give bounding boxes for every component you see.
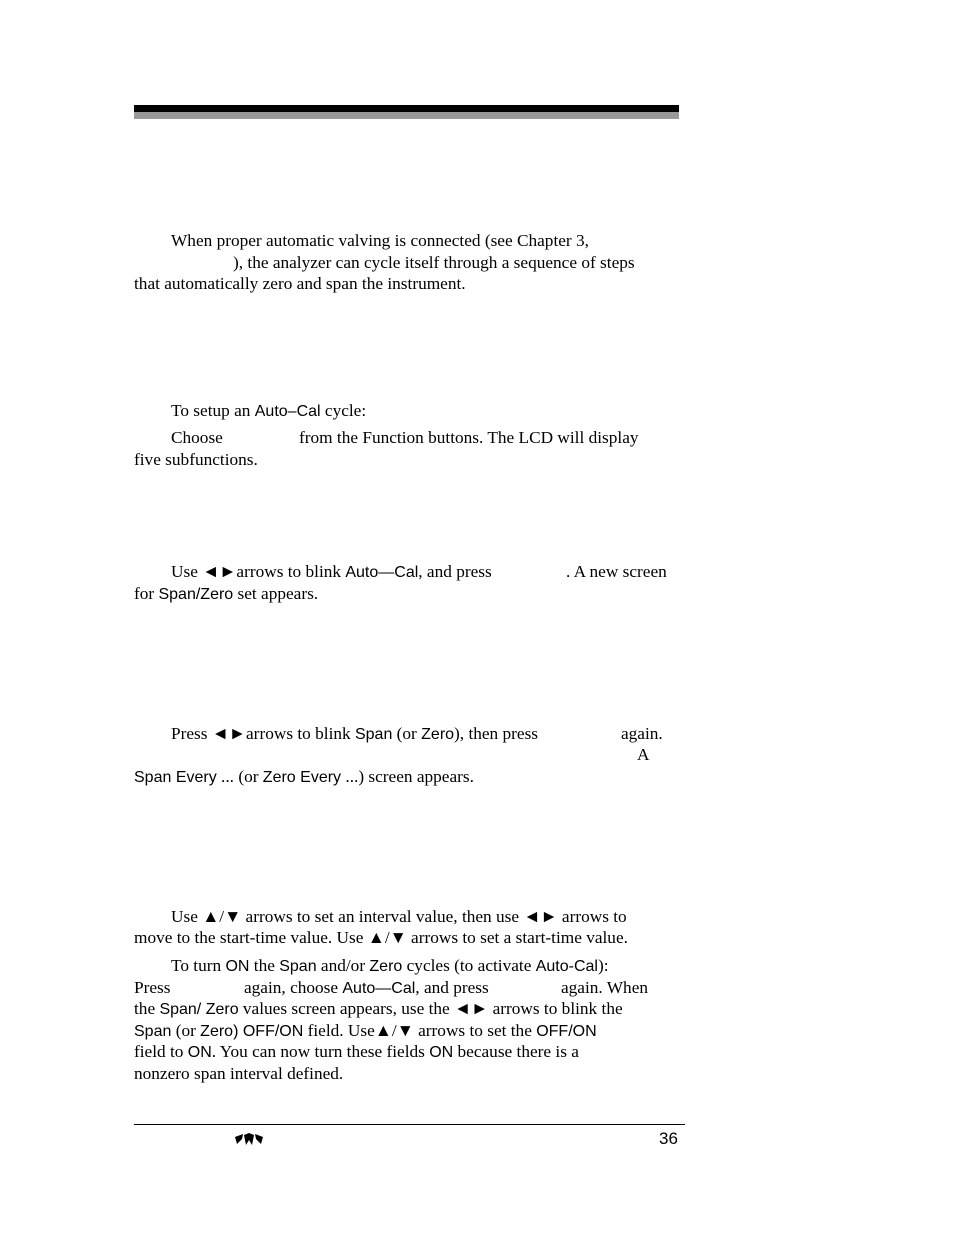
text: the [249, 956, 280, 975]
text-line: When proper automatic valving is connected (see Chapter 3, [171, 231, 589, 250]
text-line [134, 1020, 597, 1043]
text-line: from the Function buttons. The LCD will display [299, 428, 639, 447]
text: the [134, 999, 160, 1018]
term-span-zero: Span/Zero [158, 586, 234, 603]
term: Span [134, 1023, 172, 1040]
text-line: . A new screen [566, 562, 667, 581]
term: Zero [369, 958, 403, 975]
term-auto-cal: Auto–Cal [254, 403, 321, 420]
text: and/or [316, 956, 370, 975]
text: field to [134, 1042, 188, 1061]
text: ... (or [216, 767, 263, 786]
header-rule [134, 105, 679, 112]
text: ): [597, 956, 609, 975]
term: Span [279, 958, 317, 975]
text: values screen appears, use the ◄► arrows to blink the [238, 999, 623, 1018]
text: for [134, 584, 159, 603]
term: ON [429, 1044, 454, 1061]
text: cycle: [320, 401, 367, 420]
term: Zero [200, 1023, 234, 1040]
text: because there is a [453, 1042, 579, 1061]
text-line [134, 766, 474, 789]
text-line [171, 723, 538, 746]
text: again, choose [244, 978, 343, 997]
term: Auto-Cal [535, 958, 598, 975]
text: ) [233, 1023, 243, 1040]
text: (or [171, 1021, 201, 1040]
term: ON [225, 958, 250, 975]
term: OFF/ON [536, 1023, 597, 1040]
text-line: again. [621, 724, 663, 743]
term-zero-every: Zero Every [262, 769, 342, 786]
term-zero: Zero [421, 726, 455, 743]
term: OFF/ON [242, 1023, 304, 1040]
text-line: nonzero span interval defined. [134, 1064, 344, 1083]
term-span: Span [354, 726, 393, 743]
text-line [244, 977, 489, 1000]
text: , and press [418, 562, 492, 581]
text: . You can now turn these fields [211, 1042, 430, 1061]
text-line: Use ▲/▼ arrows to set an interval value, then use ◄► arrows to [171, 907, 627, 926]
text: (or [392, 724, 422, 743]
text-line [171, 400, 366, 423]
text-line: Choose [171, 428, 223, 447]
company-logo-icon [234, 1132, 264, 1146]
text-line [134, 998, 623, 1021]
header-rule-shadow [134, 112, 679, 119]
text: cycles (to activate [402, 956, 536, 975]
text: set appears. [233, 584, 319, 603]
footer-rule [134, 1124, 685, 1125]
text: , and press [415, 978, 489, 997]
text-line: ), the analyzer can cycle itself through a sequence of steps [233, 253, 635, 272]
text-line [171, 955, 609, 978]
text-line [171, 561, 492, 584]
text-line: A [637, 745, 650, 764]
text-line [134, 1041, 579, 1064]
text-line: again. When [561, 978, 649, 997]
term-span-every: Span Every [134, 769, 217, 786]
term: ON [187, 1044, 212, 1061]
text: To turn [171, 956, 226, 975]
text-line: five subfunctions. [134, 450, 258, 469]
text: Press ◄►arrows to blink [171, 724, 355, 743]
text-line: move to the start-time value. Use ▲/▼ arrows to set a start-time value. [134, 928, 628, 947]
term-auto-cal: Auto—Cal [345, 564, 419, 581]
text-line: that automatically zero and span the instrument. [134, 274, 466, 293]
page-number: 36 [659, 1129, 678, 1148]
text-line [134, 583, 318, 606]
text: field. Use▲/▼ arrows to set the [303, 1021, 537, 1040]
term: Auto—Cal [342, 980, 416, 997]
text: ), then press [454, 724, 539, 743]
text: Use ◄►arrows to blink [171, 562, 346, 581]
text-line: Press [134, 978, 171, 997]
text: To setup an [171, 401, 255, 420]
term: Span/ Zero [159, 1001, 239, 1018]
text: ...) screen appears. [341, 767, 474, 786]
